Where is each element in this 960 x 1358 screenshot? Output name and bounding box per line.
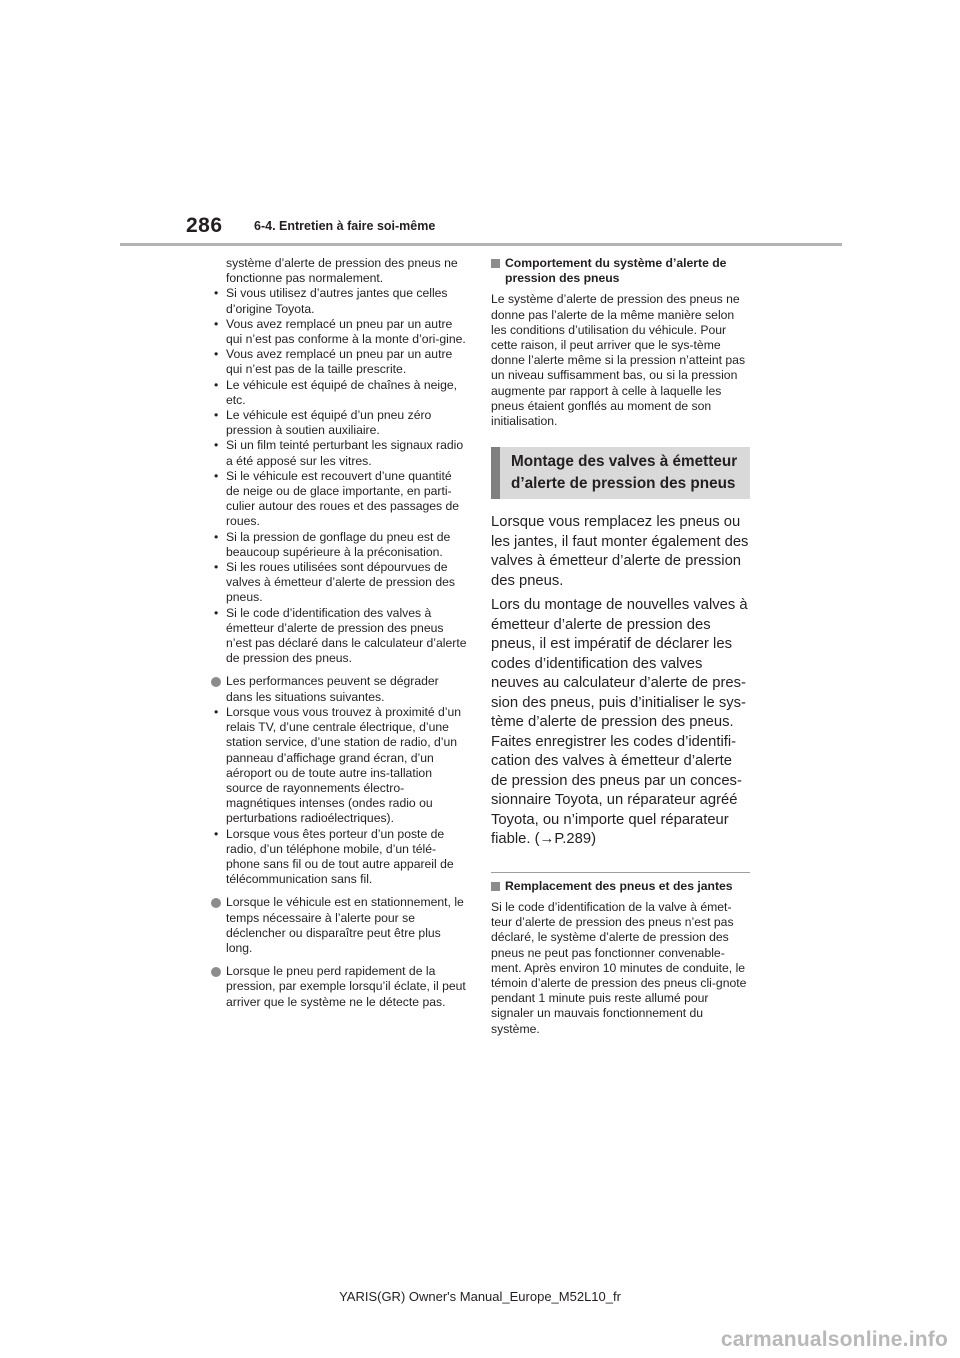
list-item: • Le véhicule est équipé d’un pneu zéro pression à soutien auxiliaire. bbox=[214, 408, 432, 438]
parking-note bbox=[211, 895, 467, 956]
dash-bullet: • bbox=[214, 529, 219, 544]
page-number: 286 bbox=[186, 214, 223, 237]
circle-bullet-icon bbox=[211, 898, 221, 908]
list-item: • Vous avez remplacé un pneu par un autre qui n’est pas de la taille prescrite. bbox=[214, 347, 453, 377]
dash-bullet: • bbox=[214, 704, 219, 719]
list-item: • Si la pression de gonflage du pneu est de beaucoup supérieure à la préconisation. bbox=[214, 529, 451, 559]
header-divider bbox=[120, 243, 842, 246]
list-item: • Si les roues utilisées sont dépourvues de valves à émetteur d’alerte de pression des pneus. bbox=[214, 560, 455, 605]
dash-bullet: • bbox=[214, 468, 219, 483]
square-bullet-icon bbox=[491, 259, 500, 268]
list-item: • Lorsque vous vous trouvez à proximité d’un relais TV, d’une centrale électrique, d’une station service, d’une station de radio, d’un panneau d’affichage grand écran, d’un aéroport ou de toute autre ins-tallation source de rayonnements électro-magnétiques intenses (ondes radio ou perturbations radioélectriques). bbox=[214, 704, 462, 826]
watermark: carmanualsonline.info bbox=[720, 1328, 948, 1351]
dash-bullet: • bbox=[214, 316, 219, 331]
performance-list bbox=[211, 705, 467, 887]
behavior-text: Le système d’alerte de pression des pneus ne donne pas l’alerte de la même manière selon les conditions d’utilisation du véhicule. Pour cette raison, il peut arriver que le sys-tème donne l’alerte même si la pression n’atteint pas un niveau suffisamment bas, ou si la pression augmente par rapport à celle à laquelle les pneus étaient gonflés au moment de son initialisation. bbox=[491, 292, 746, 429]
body-paragraph-2: Lors du montage de nouvelles valves à émetteur d’alerte de pression des pneus, il est impératif de déclarer les codes d’identification des valves neuves au calculateur d’alerte de pres-sion des pneus, puis d’initialiser le sys-tème d’alerte de pression des pneus. Faites enregistrer les codes d’identifi-cation des valves à émetteur d’alerte de pression des pneus par un conces-sionnaire Toyota, un réparateur agréé Toyota, ou n’importe quel réparateur fiable. (→P.289) bbox=[491, 597, 748, 848]
conditions-list bbox=[211, 286, 467, 666]
circle-bullet-icon bbox=[211, 967, 221, 977]
performance-note bbox=[211, 674, 467, 704]
list-item: • Le véhicule est équipé de chaînes à neige, etc. bbox=[214, 377, 458, 407]
continuation-text: système d’alerte de pression des pneus ne fonctionne pas normalement. bbox=[226, 256, 458, 286]
list-item: • Si le véhicule est recouvert d’une quantité de neige ou de glace importante, en parti-culier autour des roues et des passages de roues. bbox=[214, 468, 460, 529]
list-item: • Si le code d’identification des valves à émetteur d’alerte de pression des pneus n’est pas déclaré dans le calculateur d’alerte de pression des pneus. bbox=[214, 605, 467, 666]
dash-bullet: • bbox=[214, 377, 219, 392]
circle-bullet-icon bbox=[211, 677, 221, 687]
list-item: • Vous avez remplacé un pneu par un autre qui n’est pas conforme à la monte d’ori-gine. bbox=[214, 316, 466, 347]
replacement-text: Si le code d’identification de la valve à émet-teur d’alerte de pression des pneus n’est pas déclaré, le système d’alerte de pression des pneus ne peut pas fonctionner convenable-ment. Après environ 10 minutes de conduite, le témoin d’alerte de pression des pneus cli-gnote pendant 1 minute puis reste allumé pour signaler un mauvais fonctionnement du système. bbox=[491, 899, 747, 1036]
footer-manual-id: YARIS(GR) Owner's Manual_Europe_M52L10_fr bbox=[339, 1289, 621, 1304]
replacement-subheading: Remplacement des pneus et des jantes bbox=[491, 879, 750, 894]
dash-bullet: • bbox=[214, 408, 219, 423]
section-heading: Montage des valves à émetteur d’alerte de pression des pneus bbox=[491, 447, 750, 499]
behavior-subheading: Comportement du système d’alerte de pression des pneus bbox=[491, 256, 750, 286]
dash-bullet: • bbox=[214, 438, 219, 453]
left-column bbox=[211, 256, 467, 1010]
dash-bullet: • bbox=[214, 286, 219, 301]
right-column bbox=[491, 256, 750, 1037]
dash-bullet: • bbox=[214, 560, 219, 575]
performance-text: Les performances peuvent se dégrader dans les situations suivantes. bbox=[226, 674, 439, 704]
dash-bullet: • bbox=[214, 347, 219, 362]
divider bbox=[491, 872, 750, 873]
square-bullet-icon bbox=[491, 882, 500, 891]
dash-bullet: • bbox=[214, 605, 219, 620]
list-item: • Si vous utilisez d’autres jantes que celles d’origine Toyota. bbox=[214, 286, 448, 316]
rapid-loss-text: Lorsque le pneu perd rapidement de la pression, par exemple lorsqu’il éclate, il peut arriver que le système ne le détecte pas. bbox=[226, 964, 466, 1009]
list-item: • Lorsque vous êtes porteur d’un poste de radio, d’un téléphone mobile, d’un télé-phone sans fil ou de tout autre appareil de télécommunication sans fil. bbox=[214, 826, 454, 887]
list-item: • Si un film teinté perturbant les signaux radio a été apposé sur les vitres. bbox=[214, 438, 464, 468]
rapid-loss-note bbox=[211, 964, 467, 1010]
parking-text: Lorsque le véhicule est en stationnement, le temps nécessaire à l’alerte pour se déclencher ou disparaître peut être plus long. bbox=[226, 895, 464, 955]
body-paragraph-1: Lorsque vous remplacez les pneus ou les jantes, il faut monter également des valves à émetteur d’alerte de pression des pneus. bbox=[491, 514, 749, 589]
dash-bullet: • bbox=[214, 826, 219, 841]
section-title: 6-4. Entretien à faire soi-même bbox=[254, 219, 436, 233]
